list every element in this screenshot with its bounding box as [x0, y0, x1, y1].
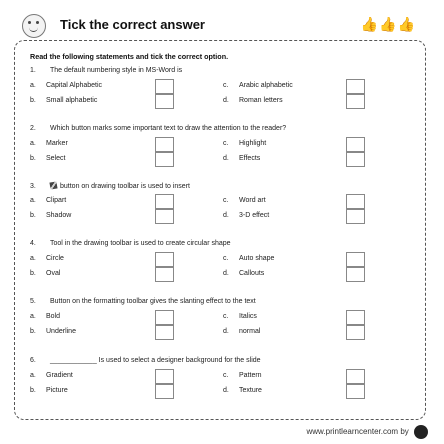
option-letter: c. [223, 140, 229, 147]
worksheet-header [20, 12, 424, 38]
answer-checkbox[interactable] [346, 137, 365, 152]
option-b [30, 155, 65, 162]
option-label: Underline [46, 328, 76, 335]
answer-checkbox[interactable] [155, 267, 174, 282]
option-a [30, 140, 68, 147]
option-label: Bold [46, 313, 61, 320]
option-b [30, 328, 76, 335]
answer-checkbox[interactable] [155, 310, 174, 325]
option-label: Circle [46, 255, 64, 262]
option-label: Arabic alphabetic [239, 82, 293, 89]
option-a [30, 372, 73, 379]
option-label: Auto shape [239, 255, 275, 262]
option-letter: d. [223, 155, 229, 162]
option-label: Texture [239, 387, 262, 394]
option-d [223, 328, 260, 335]
option-label: Select [46, 155, 66, 162]
answer-checkbox[interactable] [155, 369, 174, 384]
option-letter: c. [223, 82, 229, 89]
question-text: Tool in the drawing toolbar is used to create circular shape [50, 240, 231, 247]
answer-checkbox[interactable] [155, 94, 174, 109]
option-letter: b. [30, 270, 36, 277]
page-title: Tick the correct answer [60, 17, 205, 32]
option-letter: a. [30, 82, 36, 89]
option-label: Small alphabetic [46, 97, 98, 104]
option-label: normal [239, 328, 261, 335]
option-label: Effects [239, 155, 261, 162]
instruction-text: Read the following statements and tick the correct option. [30, 52, 229, 61]
answer-checkbox[interactable] [346, 94, 365, 109]
question-stem [30, 67, 182, 74]
option-letter: b. [30, 212, 36, 219]
question-number: 5. [30, 298, 36, 305]
option-label: Roman letters [239, 97, 283, 104]
option-d [223, 270, 264, 277]
option-label: Clipart [46, 197, 67, 204]
answer-checkbox[interactable] [155, 194, 174, 209]
question-number: 6. [30, 357, 36, 364]
option-b [30, 270, 60, 277]
option-letter: c. [223, 372, 229, 379]
option-letter: c. [223, 197, 229, 204]
answer-checkbox[interactable] [155, 152, 174, 167]
option-label: Marker [46, 140, 68, 147]
question-stem [30, 182, 190, 190]
option-c [223, 313, 257, 320]
option-letter: a. [30, 372, 36, 379]
option-a [30, 82, 102, 89]
option-label: Highlight [239, 140, 267, 147]
answer-checkbox[interactable] [346, 325, 365, 340]
option-letter: d. [223, 387, 229, 394]
option-letter: a. [30, 255, 36, 262]
question-number: 4. [30, 240, 36, 247]
option-label: Picture [46, 387, 68, 394]
answer-checkbox[interactable] [155, 252, 174, 267]
option-b [30, 212, 71, 219]
option-d [223, 387, 262, 394]
question-text: Button on the formatting toolbar gives the slanting effect to the text [50, 298, 256, 305]
answer-checkbox[interactable] [346, 194, 365, 209]
hp-logo-icon [414, 425, 428, 439]
option-letter: b. [30, 328, 36, 335]
thumbs-up-icon: 👍👍👍 [360, 16, 416, 32]
option-label: Callouts [239, 270, 265, 277]
option-c [223, 140, 266, 147]
option-b [30, 97, 97, 104]
answer-checkbox[interactable] [346, 252, 365, 267]
question-number: 1. [30, 67, 36, 74]
option-letter: d. [223, 97, 229, 104]
answer-checkbox[interactable] [346, 310, 365, 325]
option-letter: c. [223, 313, 229, 320]
question-stem [30, 298, 256, 305]
option-label: Oval [46, 270, 61, 277]
answer-checkbox[interactable] [155, 137, 174, 152]
answer-checkbox[interactable] [155, 325, 174, 340]
option-label: Pattern [239, 372, 262, 379]
question-text: Which button marks some important text to draw the attention to the reader? [50, 125, 287, 132]
answer-checkbox[interactable] [346, 79, 365, 94]
option-b [30, 387, 68, 394]
question-text: The default numbering style in MS-Word is [50, 67, 183, 74]
option-letter: a. [30, 197, 36, 204]
mascot-icon [22, 14, 46, 38]
question-stem [30, 125, 286, 132]
option-c [223, 82, 293, 89]
answer-checkbox[interactable] [346, 209, 365, 224]
option-a [30, 197, 66, 204]
question-number: 3. [30, 183, 36, 190]
option-letter: a. [30, 140, 36, 147]
option-letter: b. [30, 387, 36, 394]
answer-checkbox[interactable] [155, 209, 174, 224]
answer-checkbox[interactable] [346, 152, 365, 167]
option-label: Word art [239, 197, 266, 204]
question-stem [30, 240, 231, 247]
option-label: Gradient [46, 372, 73, 379]
option-letter: a. [30, 313, 36, 320]
option-c [223, 197, 266, 204]
option-letter: c. [223, 255, 229, 262]
answer-checkbox[interactable] [155, 384, 174, 399]
question-stem [30, 357, 261, 364]
option-label: Shadow [46, 212, 72, 219]
option-letter: d. [223, 328, 229, 335]
question-text: ____________ Is used to select a designer background for the slide [50, 357, 261, 364]
option-letter: d. [223, 270, 229, 277]
question-number: 2. [30, 125, 36, 132]
answer-checkbox[interactable] [346, 267, 365, 282]
option-c [223, 255, 274, 262]
option-d [223, 212, 269, 219]
option-label: Italics [239, 313, 257, 320]
option-c [223, 372, 262, 379]
option-a [30, 255, 64, 262]
option-letter: b. [30, 155, 36, 162]
option-label: Capital Alphabetic [46, 82, 103, 89]
option-d [223, 155, 260, 162]
select-objects-icon [49, 181, 57, 189]
option-a [30, 313, 60, 320]
answer-checkbox[interactable] [346, 369, 365, 384]
answer-checkbox[interactable] [155, 79, 174, 94]
question-text: button on drawing toolbar is used to insert [60, 183, 190, 190]
footer-url: www.printlearncenter.com by [306, 427, 409, 437]
answer-checkbox[interactable] [346, 384, 365, 399]
option-label: 3-D effect [239, 212, 270, 219]
option-letter: d. [223, 212, 229, 219]
option-d [223, 97, 283, 104]
footer [307, 425, 429, 439]
option-letter: b. [30, 97, 36, 104]
